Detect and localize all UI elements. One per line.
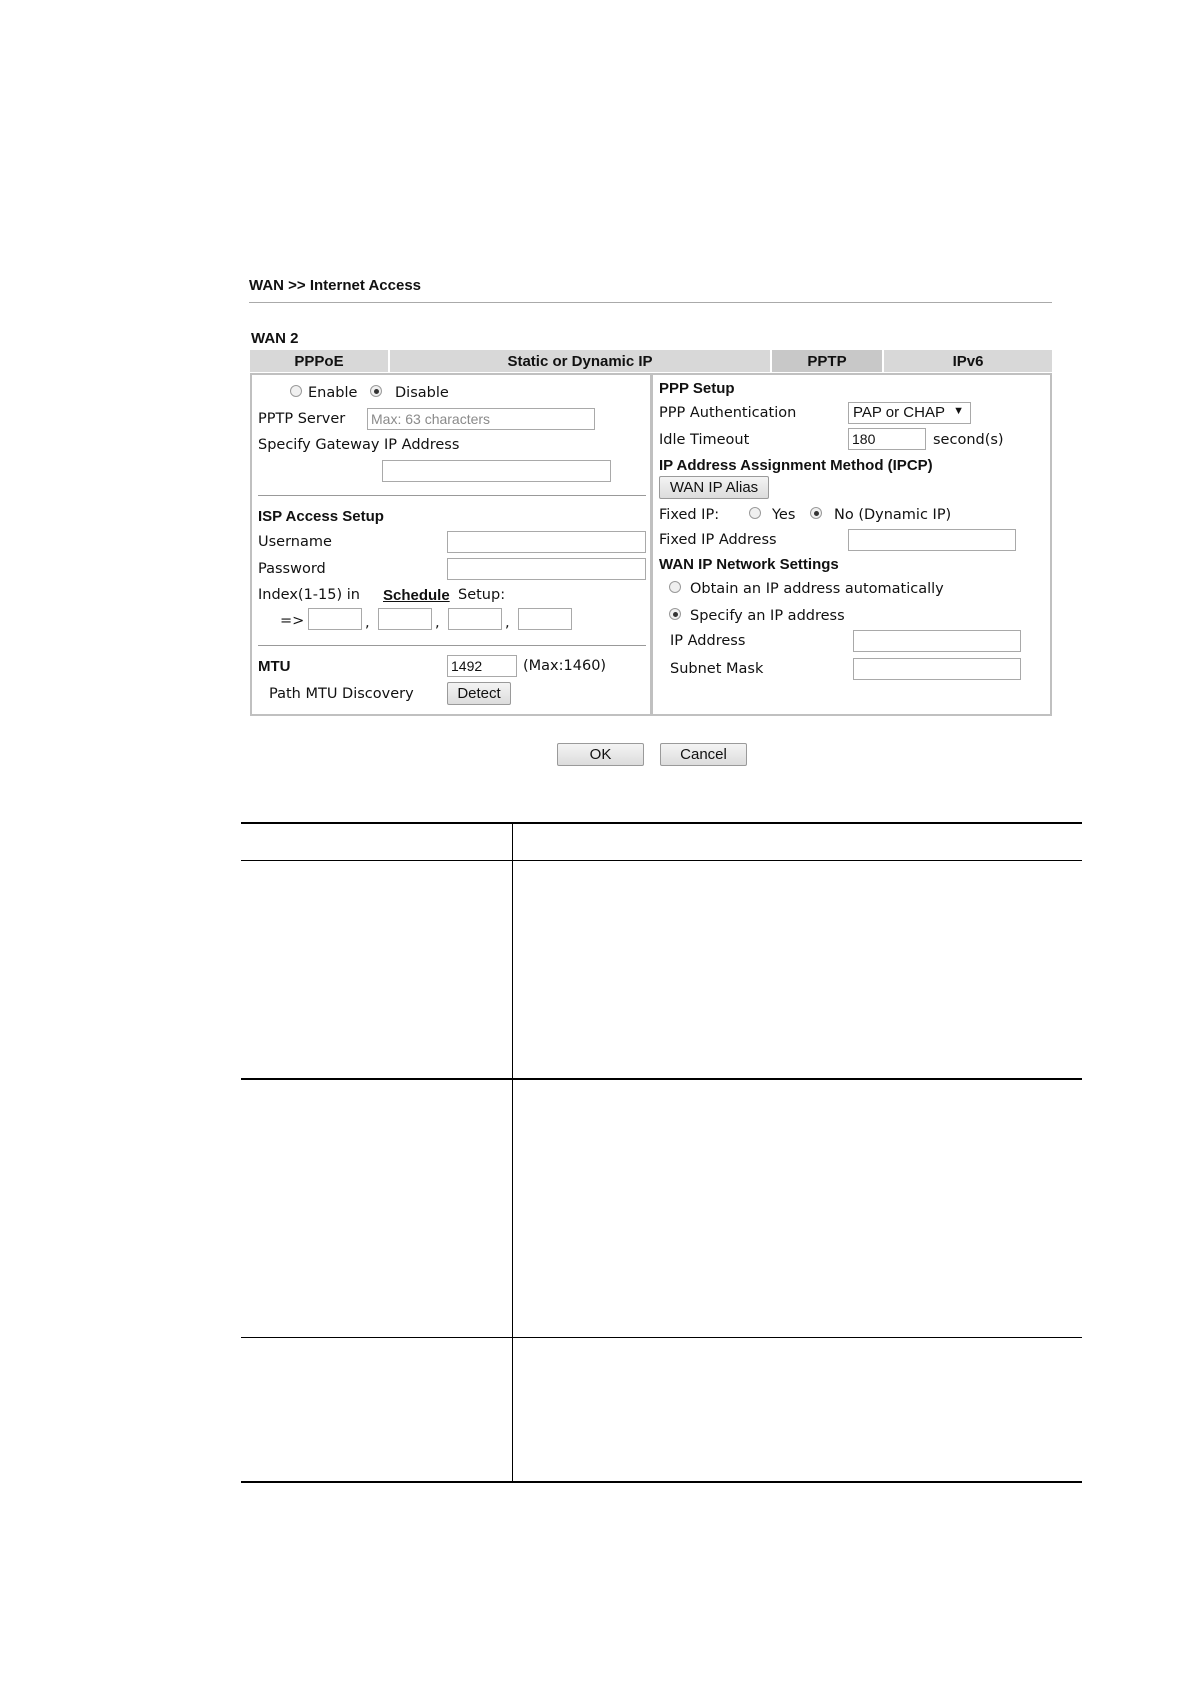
schedule-index-1[interactable]: [308, 608, 362, 630]
tab-pppoe[interactable]: PPPoE: [250, 350, 390, 372]
setup-label: Setup:: [458, 587, 506, 603]
pptp-server-input[interactable]: Max: 63 characters: [367, 408, 595, 430]
password-label: Password: [258, 561, 326, 577]
disable-label: Disable: [395, 385, 449, 401]
fixed-ip-yes-radio[interactable]: [749, 507, 761, 519]
schedule-index-4[interactable]: [518, 608, 572, 630]
ppp-setup-panel: [651, 373, 1052, 716]
enable-label: Enable: [308, 385, 358, 401]
ip-address-label: IP Address: [670, 633, 746, 649]
mtu-max-label: (Max:1460): [523, 658, 607, 674]
detect-button[interactable]: Detect: [447, 682, 511, 705]
breadcrumb: WAN >> Internet Access: [249, 277, 422, 294]
obtain-ip-radio[interactable]: [669, 581, 681, 593]
table-bottom-border: [241, 1481, 1082, 1483]
ppp-auth-value: PAP or CHAP: [853, 404, 945, 421]
pptp-server-label: PPTP Server: [258, 411, 346, 427]
table-top-border: [241, 822, 1082, 824]
table-column-divider: [512, 822, 513, 1482]
username-input[interactable]: [447, 531, 646, 553]
mtu-label: MTU: [258, 658, 291, 675]
idle-timeout-unit: second(s): [933, 432, 1004, 448]
arrow-label: =>: [280, 613, 305, 629]
path-mtu-label: Path MTU Discovery: [269, 686, 414, 702]
obtain-ip-label: Obtain an IP address automatically: [690, 581, 944, 597]
specify-ip-label: Specify an IP address: [690, 608, 845, 624]
gateway-ip-input[interactable]: [382, 460, 611, 482]
ppp-auth-select[interactable]: [848, 402, 971, 424]
cancel-button[interactable]: Cancel: [660, 743, 747, 766]
password-input[interactable]: [447, 558, 646, 580]
table-row-divider: [241, 1078, 1082, 1080]
ipcp-heading: IP Address Assignment Method (IPCP): [659, 457, 933, 474]
idle-timeout-input[interactable]: 180: [848, 428, 926, 450]
fixed-ip-no-label: No (Dynamic IP): [834, 507, 952, 523]
mtu-input[interactable]: 1492: [447, 655, 517, 677]
schedule-index-3[interactable]: [448, 608, 502, 630]
tab-pptp[interactable]: PPTP: [772, 350, 884, 372]
comma-separator: ,: [505, 615, 510, 631]
table-header-divider: [241, 860, 1082, 861]
ok-button[interactable]: OK: [557, 743, 644, 766]
table-row-divider: [241, 1337, 1082, 1338]
tab-ipv6[interactable]: IPv6: [884, 350, 1052, 372]
schedule-link[interactable]: Schedule: [383, 587, 450, 604]
ppp-setup-heading: PPP Setup: [659, 380, 735, 397]
fixed-ip-address-input[interactable]: [848, 529, 1016, 551]
fixed-ip-no-radio[interactable]: [810, 507, 822, 519]
index-label: Index(1-15) in: [258, 587, 360, 603]
chevron-down-icon: ▼: [953, 405, 964, 417]
comma-separator: ,: [365, 615, 370, 631]
specify-ip-radio[interactable]: [669, 608, 681, 620]
enable-radio[interactable]: [290, 385, 302, 397]
fixed-ip-label: Fixed IP:: [659, 507, 720, 523]
wan-ip-alias-button[interactable]: WAN IP Alias: [659, 476, 769, 499]
schedule-index-2[interactable]: [378, 608, 432, 630]
subnet-mask-input[interactable]: [853, 658, 1021, 680]
comma-separator: ,: [435, 615, 440, 631]
ppp-auth-label: PPP Authentication: [659, 405, 797, 421]
section-divider: [258, 495, 646, 496]
header-divider: [249, 302, 1052, 303]
idle-timeout-label: Idle Timeout: [659, 432, 750, 448]
page-title: WAN 2: [251, 330, 299, 347]
ip-address-input[interactable]: [853, 630, 1021, 652]
fixed-ip-address-label: Fixed IP Address: [659, 532, 777, 548]
tab-static-dynamic-ip[interactable]: Static or Dynamic IP: [390, 350, 772, 372]
section-divider: [258, 645, 646, 646]
username-label: Username: [258, 534, 332, 550]
fixed-ip-yes-label: Yes: [772, 507, 796, 523]
gateway-label: Specify Gateway IP Address: [258, 437, 460, 453]
pptp-settings-panel: [250, 373, 652, 716]
wan-ip-network-heading: WAN IP Network Settings: [659, 556, 839, 573]
disable-radio[interactable]: [370, 385, 382, 397]
isp-access-heading: ISP Access Setup: [258, 508, 384, 525]
subnet-mask-label: Subnet Mask: [670, 661, 764, 677]
